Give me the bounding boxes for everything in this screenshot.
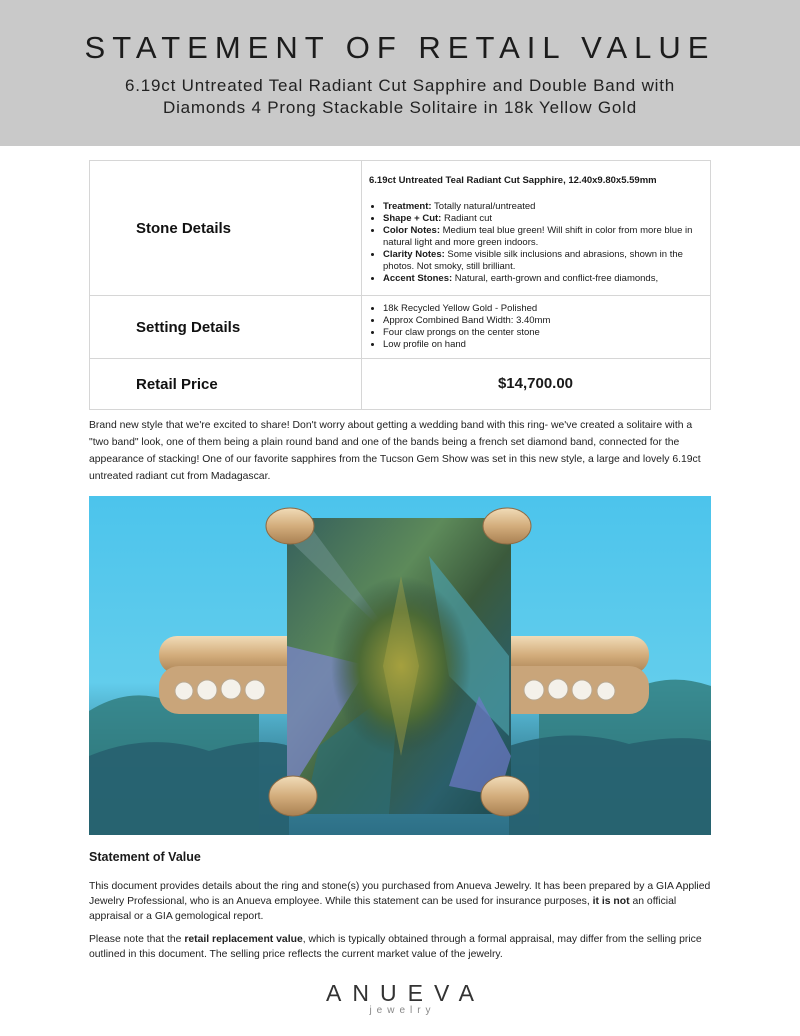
list-item: • Shape + Cut: Radiant cut [383, 213, 702, 225]
ring-photo [89, 496, 711, 835]
statement-paragraph-2: Please note that the retail replacement value, which is typically obtained through a formal appraisal, may differ from the selling price outlined in this document. The selling price reflects the current market value of the jewelry. [89, 934, 702, 960]
list-item: • Accent Stones: Natural, earth-grown and conflict-free diamonds, [383, 273, 702, 285]
stone-title: 6.19ct Untreated Teal Radiant Cut Sapphire, 12.40x9.80x5.59mm [369, 175, 657, 186]
header-banner [0, 0, 800, 146]
list-item: • 18k Recycled Yellow Gold - Polished [383, 303, 702, 315]
statement-heading: Statement of Value [89, 850, 201, 864]
statement-paragraph-1: This document provides details about the ring and stone(s) you purchased from Anueva Jewelry. It has been prepared by a GIA Applied Jewelry Professional, who is an Anueva employee. While this statement can be used for insurance purposes, it is not an official appraisal or a GIA gemological report. [89, 881, 711, 922]
subtitle-line-2: Diamonds 4 Prong Stackable Solitaire in 18k Yellow Gold [163, 98, 637, 117]
list-item: • Color Notes: Medium teal blue green! Will shift in color from more blue in natural light and more green indoors. [383, 225, 702, 249]
setting-details-list [369, 303, 702, 351]
list-item: • Approx Combined Band Width: 3.40mm [383, 315, 702, 327]
logo-brand: ANUEVA [326, 980, 485, 1006]
page-title: STATEMENT OF RETAIL VALUE [84, 30, 716, 65]
stone-details-label: Stone Details [90, 161, 362, 296]
ring-illustration [89, 496, 711, 835]
stone-details-list [369, 201, 702, 285]
stone-details-row [90, 161, 711, 296]
setting-details-label: Setting Details [90, 296, 362, 359]
subtitle-line-1: 6.19ct Untreated Teal Radiant Cut Sapphire and Double Band with [124, 76, 676, 95]
retail-price-row [90, 359, 711, 410]
retail-price-value: $14,700.00 [362, 359, 711, 410]
setting-details-row [90, 296, 711, 359]
list-item: • Treatment: Totally natural/untreated [383, 201, 702, 213]
logo-sub: jewelry [369, 1005, 436, 1016]
setting-details-content [362, 296, 711, 359]
emphasis-retail-replacement-value: retail replacement value [184, 934, 303, 945]
intro-paragraph: Brand new style that we're excited to share! Don't worry about getting a wedding band with this ring- we've created a solitaire with a "two band" look, one of them being a plain round band and one of the bands being a french set diamond band, connected for the appearance of stacking! One of our favorite sapphires from the Tucson Gem Show was set in this new style, a large and lovely 6.19ct untreated radiant cut from Madagascar. [89, 420, 701, 482]
emphasis-it-is-not: it is not [592, 896, 630, 907]
retail-price-label: Retail Price [90, 359, 362, 410]
list-item: • Clarity Notes: Some visible silk inclusions and abrasions, shown in the photos. Not smoky, still brilliant. [383, 249, 702, 273]
product-subtitle [60, 75, 740, 119]
anueva-logo [300, 980, 500, 1016]
list-item: • Four claw prongs on the center stone [383, 327, 702, 339]
stone-details-content [362, 161, 711, 296]
list-item: • Low profile on hand [383, 339, 702, 351]
details-table [89, 160, 711, 410]
